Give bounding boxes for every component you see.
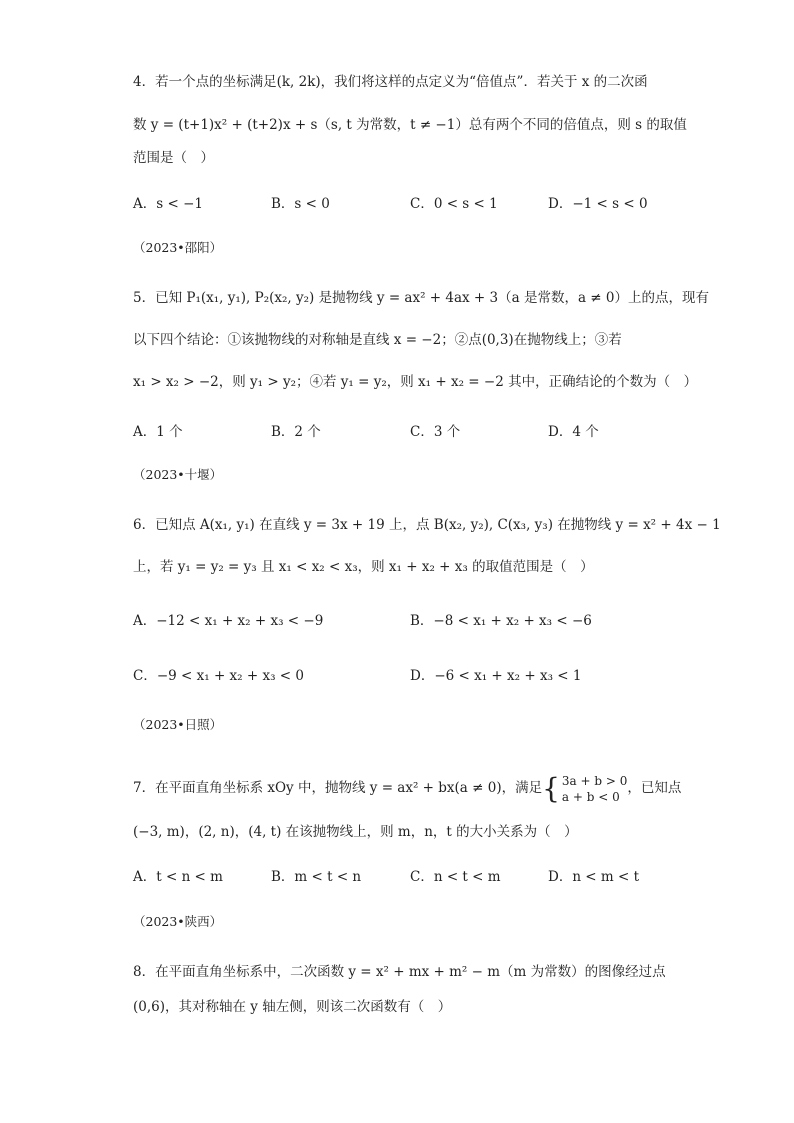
q7-condition-system xyxy=(562,773,627,805)
source-label-3: （2023•日照） xyxy=(133,717,223,732)
q6-option-a: A．−12 < x₁ + x₂ + x₃ < −9 xyxy=(133,613,324,629)
q7-line-1-post: ，已知点 xyxy=(627,780,682,796)
q5-line-3: x₁ > x₂ > −2，则 y₁ > y₂；④若 y₁ = y₂，则 x₁ + x₂ = −2 其中，正确结论的个数为（ ） xyxy=(133,374,698,390)
q7-condition-2: a + b < 0 xyxy=(561,789,620,804)
q5-option-b: B．2 个 xyxy=(271,424,321,440)
q7-option-a: A．t < n < m xyxy=(133,869,223,885)
q5-line-2: 以下四个结论：①该抛物线的对称轴是直线 x = −2；②点(0,3)在抛物线上；③若 xyxy=(133,332,622,348)
source-label-4: （2023•陕西） xyxy=(133,914,223,929)
source-label-2: （2023•十堰） xyxy=(133,467,223,482)
brace-symbol: { xyxy=(542,771,560,805)
q7-line-1 xyxy=(133,770,681,806)
q4-option-b: B．s < 0 xyxy=(271,196,330,212)
q6-line-2: 上，若 y₁ = y₂ = y₃ 且 x₁ < x₂ < x₃，则 x₁ + x₂ + x₃ 的取值范围是（ ） xyxy=(133,559,594,575)
q7-option-c: C．n < t < m xyxy=(410,869,501,885)
q4-option-c: C．0 < s < 1 xyxy=(410,196,498,212)
q5-option-a: A．1 个 xyxy=(133,424,183,440)
q5-option-d: D．4 个 xyxy=(548,424,599,440)
q4-option-a: A．s < −1 xyxy=(133,196,203,212)
q7-condition-1: 3a + b > 0 xyxy=(561,773,628,788)
q6-option-b: B．−8 < x₁ + x₂ + x₃ < −6 xyxy=(410,613,592,629)
q4-line-1: 4．若一个点的坐标满足(k, 2k)，我们将这样的点定义为“倍值点”．若关于 x 的二次函 xyxy=(133,74,648,90)
q6-option-c: C．−9 < x₁ + x₂ + x₃ < 0 xyxy=(133,668,304,684)
q5-option-c: C．3 个 xyxy=(410,424,461,440)
q5-line-1: 5．已知 P₁(x₁, y₁), P₂(x₂, y₂) 是抛物线 y = ax² + 4ax + 3（a 是常数，a ≠ 0）上的点，现有 xyxy=(133,290,709,306)
q8-line-2: (0,6)，其对称轴在 y 轴左侧，则该二次函数有（ ） xyxy=(133,999,452,1015)
source-label-1: （2023•邵阳） xyxy=(133,240,223,255)
q6-line-1: 6．已知点 A(x₁, y₁) 在直线 y = 3x + 19 上，点 B(x₂, y₂), C(x₃, y₃) 在抛物线 y = x² + 4x − 1 xyxy=(133,517,721,533)
q8-line-1: 8．在平面直角坐标系中，二次函数 y = x² + mx + m² − m（m 为常数）的图像经过点 xyxy=(133,964,666,980)
q4-line-3: 范围是（ ） xyxy=(133,150,214,166)
q7-line-2: (−3, m)，(2, n)，(4, t) 在该抛物线上，则 m，n，t 的大小关系为（ ） xyxy=(133,824,578,840)
q4-option-d: D．−1 < s < 0 xyxy=(548,196,648,212)
q6-option-d: D．−6 < x₁ + x₂ + x₃ < 1 xyxy=(410,668,582,684)
q7-option-b: B．m < t < n xyxy=(271,869,362,885)
q7-option-d: D．n < m < t xyxy=(548,869,640,885)
q7-line-1-pre: 7．在平面直角坐标系 xOy 中，抛物线 y = ax² + bx(a ≠ 0)，满足 xyxy=(133,780,543,796)
q4-line-2: 数 y = (t+1)x² + (t+2)x + s（s, t 为常数，t ≠ −1）总有两个不同的倍值点，则 s 的取值 xyxy=(133,117,687,133)
